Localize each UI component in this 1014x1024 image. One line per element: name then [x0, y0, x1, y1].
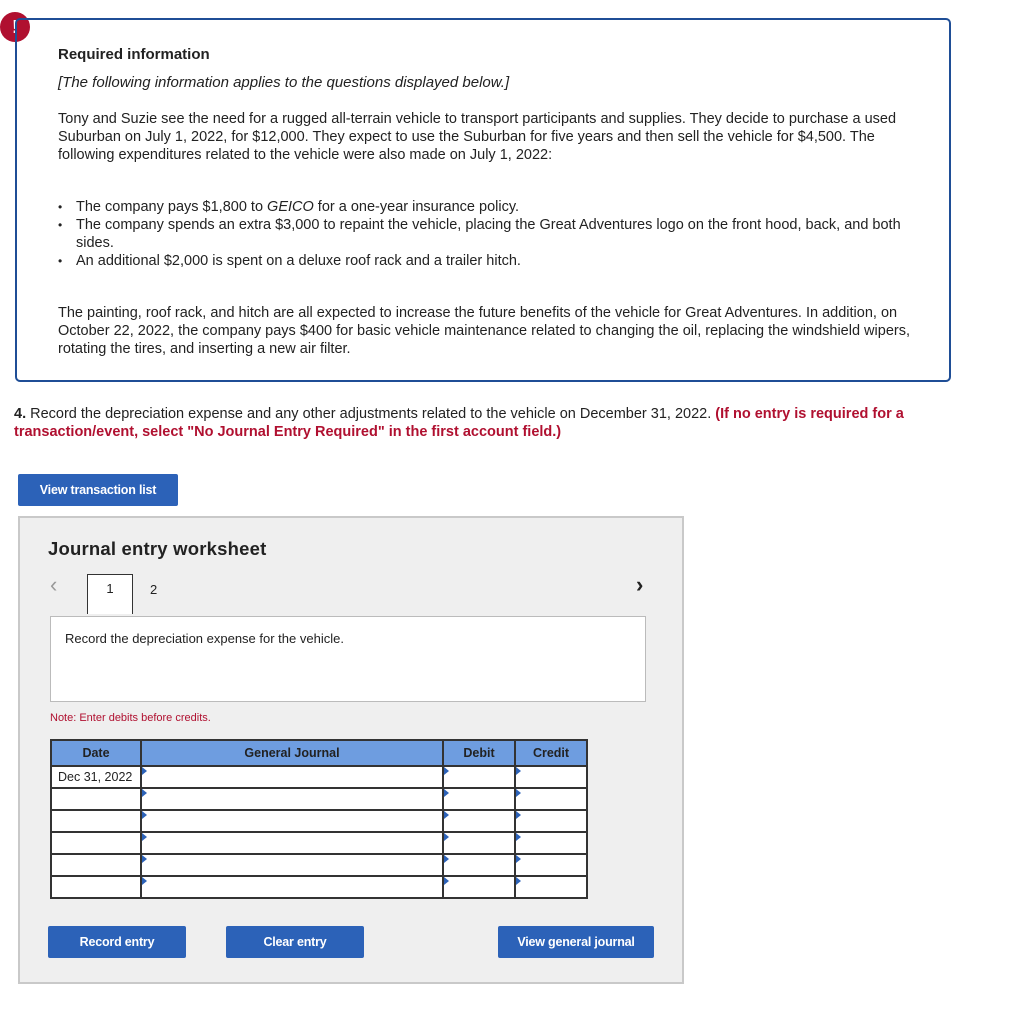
- credit-field[interactable]: [515, 832, 587, 854]
- date-cell[interactable]: [51, 788, 141, 810]
- table-row: [51, 876, 587, 898]
- question-prompt: [14, 405, 944, 441]
- table-row: [51, 810, 587, 832]
- bullet-insurance: [76, 198, 906, 216]
- debit-field[interactable]: [443, 788, 515, 810]
- question-number: 4.: [14, 406, 27, 422]
- bullet-text: The company pays $1,800 to: [76, 199, 268, 215]
- account-field[interactable]: [141, 876, 443, 898]
- bullet-emphasis: GEICO: [267, 199, 314, 215]
- column-header-general-journal: General Journal: [141, 740, 443, 766]
- date-cell[interactable]: Dec 31, 2022: [51, 766, 141, 788]
- bullet-text: An additional $2,000 is spent on a deluxe roof rack and a trailer hitch.: [76, 253, 521, 269]
- view-general-journal-button[interactable]: View general journal: [498, 926, 654, 958]
- worksheet-note: Note: Enter debits before credits.: [50, 712, 211, 724]
- question-text: Record the depreciation expense and any other adjustments related to the vehicle on December 31, 2022.: [26, 406, 716, 422]
- bullet-text: for a one-year insurance policy.: [313, 199, 520, 215]
- info-bullet-list: [76, 198, 906, 270]
- debit-field[interactable]: [443, 876, 515, 898]
- worksheet-tab-1[interactable]: 1: [87, 574, 133, 614]
- clear-entry-button[interactable]: Clear entry: [226, 926, 364, 958]
- table-row: [51, 854, 587, 876]
- date-cell[interactable]: [51, 854, 141, 876]
- credit-field[interactable]: [515, 788, 587, 810]
- date-cell[interactable]: [51, 832, 141, 854]
- bullet-text: The company spends an extra $3,000 to repaint the vehicle, placing the Great Adventures logo on the front hood, back, and both sides.: [76, 217, 901, 251]
- credit-field[interactable]: [515, 810, 587, 832]
- credit-field[interactable]: [515, 854, 587, 876]
- question-instruction: (If no entry is required for a transaction/event, select "No Journal Entry Required" in the first account field.): [14, 406, 904, 440]
- view-transaction-list-button[interactable]: View transaction list: [18, 474, 178, 506]
- info-subtitle: [The following information applies to the questions displayed below.]: [58, 74, 510, 91]
- credit-field[interactable]: [515, 766, 587, 788]
- worksheet-tab-2[interactable]: 2: [150, 582, 158, 597]
- account-field[interactable]: [141, 766, 443, 788]
- debit-field[interactable]: [443, 810, 515, 832]
- date-cell[interactable]: [51, 810, 141, 832]
- record-entry-button[interactable]: Record entry: [48, 926, 186, 958]
- table-row: [51, 788, 587, 810]
- column-header-credit: Credit: [515, 740, 587, 766]
- info-paragraph-1: Tony and Suzie see the need for a rugged all-terrain vehicle to transport participants and supplies. They decide to purchase a used Suburban on July 1, 2022, for $12,000. They expect to use the Suburban for five years and then sell the vehicle for $4,500. The following expenditures related to the vehicle were also made on July 1, 2022:: [58, 111, 897, 163]
- journal-table: [50, 739, 588, 899]
- account-field[interactable]: [141, 832, 443, 854]
- table-row: [51, 766, 587, 788]
- bullet-repaint: [76, 216, 906, 252]
- table-row: [51, 832, 587, 854]
- debit-field[interactable]: [443, 766, 515, 788]
- date-cell[interactable]: [51, 876, 141, 898]
- account-field[interactable]: [141, 854, 443, 876]
- debit-field[interactable]: [443, 854, 515, 876]
- account-field[interactable]: [141, 788, 443, 810]
- account-field[interactable]: [141, 810, 443, 832]
- journal-entry-worksheet: [18, 516, 684, 984]
- column-header-date: Date: [51, 740, 141, 766]
- column-header-debit: Debit: [443, 740, 515, 766]
- next-arrow-icon[interactable]: ›: [636, 572, 644, 597]
- worksheet-description: Record the depreciation expense for the vehicle.: [50, 616, 646, 702]
- previous-arrow-icon[interactable]: ‹: [50, 572, 58, 597]
- debit-field[interactable]: [443, 832, 515, 854]
- worksheet-title: Journal entry worksheet: [48, 538, 267, 559]
- credit-field[interactable]: [515, 876, 587, 898]
- info-paragraph-2: The painting, roof rack, and hitch are all expected to increase the future benefits of the vehicle for Great Adventures. In addition, on October 22, 2022, the company pays $400 for basic vehicle maintenance related to changing the oil, replacing the windshield wipers, rotating the tires, and inserting a new air filter.: [58, 305, 910, 357]
- alert-icon: !: [0, 12, 30, 42]
- bullet-roof-rack: [76, 252, 906, 270]
- info-title: Required information: [58, 46, 210, 63]
